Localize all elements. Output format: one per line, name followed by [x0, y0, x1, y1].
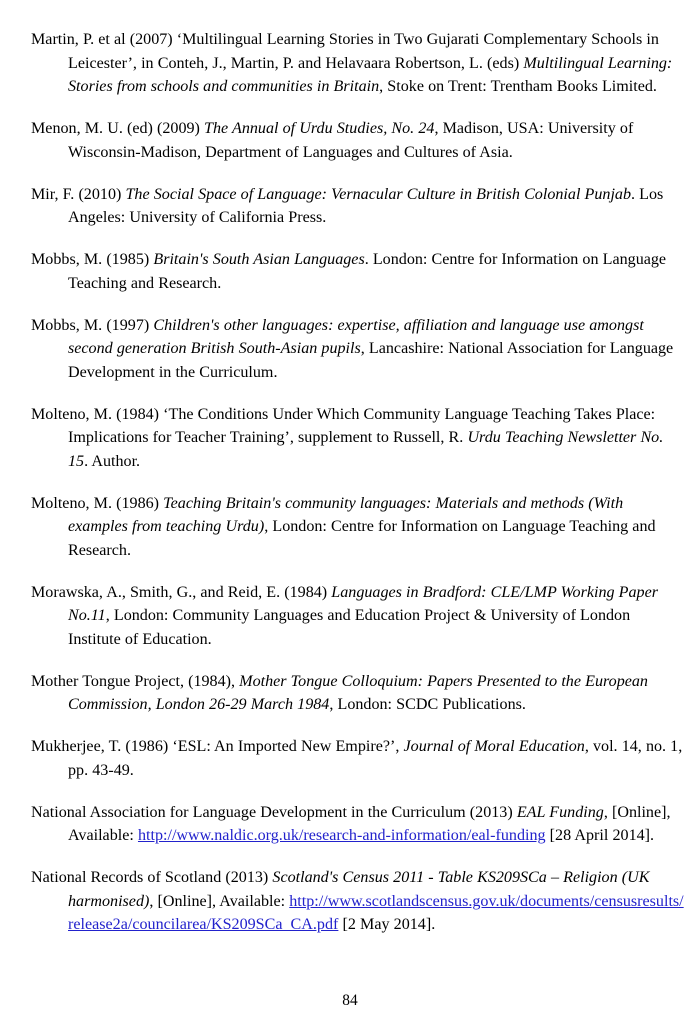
- reference-text: . Los Angeles: University of California Press.: [68, 185, 664, 226]
- reference-text: Menon, M. U. (ed) (2009): [31, 120, 205, 137]
- reference-entry: [31, 117, 686, 164]
- reference-text: , London: SCDC Publications.: [329, 696, 526, 713]
- reference-entry: [31, 403, 686, 474]
- reference-entry: [31, 581, 686, 652]
- reference-entry: [31, 866, 686, 937]
- reference-title-italic: Teaching Britain's community languages: Materials and methods (With examples from teaching Urdu): [68, 494, 624, 535]
- reference-entry: [31, 314, 686, 385]
- reference-title-italic: Languages in Bradford: CLE/LMP Working Paper No.11: [68, 583, 659, 624]
- reference-text: Mukherjee, T. (1986) ‘ESL: An Imported New Empire?’,: [31, 738, 404, 755]
- reference-text: [2 May 2014].: [338, 916, 436, 933]
- reference-entry: [31, 183, 686, 230]
- reference-title-italic: Multilingual Learning: Stories from schools and communities in Britain: [68, 54, 673, 95]
- reference-text: [28 April 2014].: [545, 827, 655, 844]
- reference-title-italic: Britain's South Asian Languages: [153, 251, 365, 268]
- reference-title-italic: EAL Funding: [516, 803, 604, 821]
- reference-text: , [Online], Available:: [68, 803, 671, 844]
- reference-text: Molteno, M. (1984) ‘The Conditions Under Which Community Language Teaching Takes Place: Implications for Teacher Training’, supplement to Russell, R.: [31, 405, 656, 446]
- reference-entry: [31, 735, 686, 782]
- reference-title-italic: Urdu Teaching Newsletter No. 15: [68, 429, 664, 470]
- reference-text: National Association for Language Development in the Curriculum (2013): [31, 803, 517, 821]
- reference-list: [31, 28, 686, 937]
- reference-entry: [31, 248, 686, 295]
- reference-text: Morawska, A., Smith, G., and Reid, E. (1984): [31, 583, 332, 601]
- reference-entry: [31, 670, 686, 717]
- reference-entry: [31, 801, 686, 848]
- reference-url-link[interactable]: http://www.naldic.org.uk/research-and-information/eal-funding: [137, 827, 546, 844]
- reference-text: , Stoke on Trent: Trentham Books Limited.: [379, 78, 657, 95]
- reference-text: . Author.: [84, 452, 141, 470]
- reference-title-italic: Scotland's Census 2011 - Table KS209SCa – Religion (UK harmonised): [68, 869, 650, 910]
- reference-text: , London: Centre for Information on Language Teaching and Research.: [68, 518, 656, 559]
- reference-entry: [31, 28, 686, 99]
- page-number: 84: [342, 992, 358, 1009]
- reference-text: Mobbs, M. (1997): [31, 316, 154, 334]
- reference-text: Martin, P. et al (2007) ‘Multilingual Learning Stories in Two Gujarati Complementary Schools in Leicester’, in Conteh, J., Martin, P. and Helavaara Robertson, L. (eds): [31, 31, 659, 72]
- reference-title-italic: Journal of Moral Education: [403, 738, 585, 755]
- reference-text: National Records of Scotland (2013): [31, 869, 273, 886]
- reference-text: , [Online], Available:: [149, 892, 290, 910]
- reference-title-italic: The Annual of Urdu Studies, No. 24: [204, 120, 435, 137]
- reference-title-italic: The Social Space of Language: Vernacular Culture in British Colonial Punjab: [125, 185, 632, 203]
- reference-text: , vol. 14, no. 1, pp. 43-49.: [68, 738, 683, 779]
- reference-text: , London: Community Languages and Education Project & University of London Institute of Education.: [68, 607, 631, 648]
- reference-text: Mir, F. (2010): [31, 185, 126, 203]
- reference-entry: [31, 492, 686, 563]
- reference-text: Mother Tongue Project, (1984),: [31, 672, 240, 690]
- reference-text: , Lancashire: National Association for Language Development in the Curriculum.: [68, 340, 674, 381]
- reference-title-italic: Children's other languages: expertise, affiliation and language use amongst second generation British South-Asian pupils: [68, 316, 644, 357]
- reference-title-italic: Mother Tongue Colloquium: Papers Presented to the European Commission, London 26-29 March 1984: [68, 672, 648, 713]
- reference-text: . London: Centre for Information on Language Teaching and Research.: [68, 251, 667, 292]
- reference-text: Mobbs, M. (1985): [31, 251, 154, 268]
- reference-text: , Madison, USA: University of Wisconsin-Madison, Department of Languages and Cultures of Asia.: [68, 120, 634, 161]
- reference-url-link[interactable]: http://www.scotlandscensus.gov.uk/documents/censusresults/release2a/councilarea/KS209SCa_CA.pdf: [68, 892, 684, 933]
- reference-text: Molteno, M. (1986): [31, 494, 164, 512]
